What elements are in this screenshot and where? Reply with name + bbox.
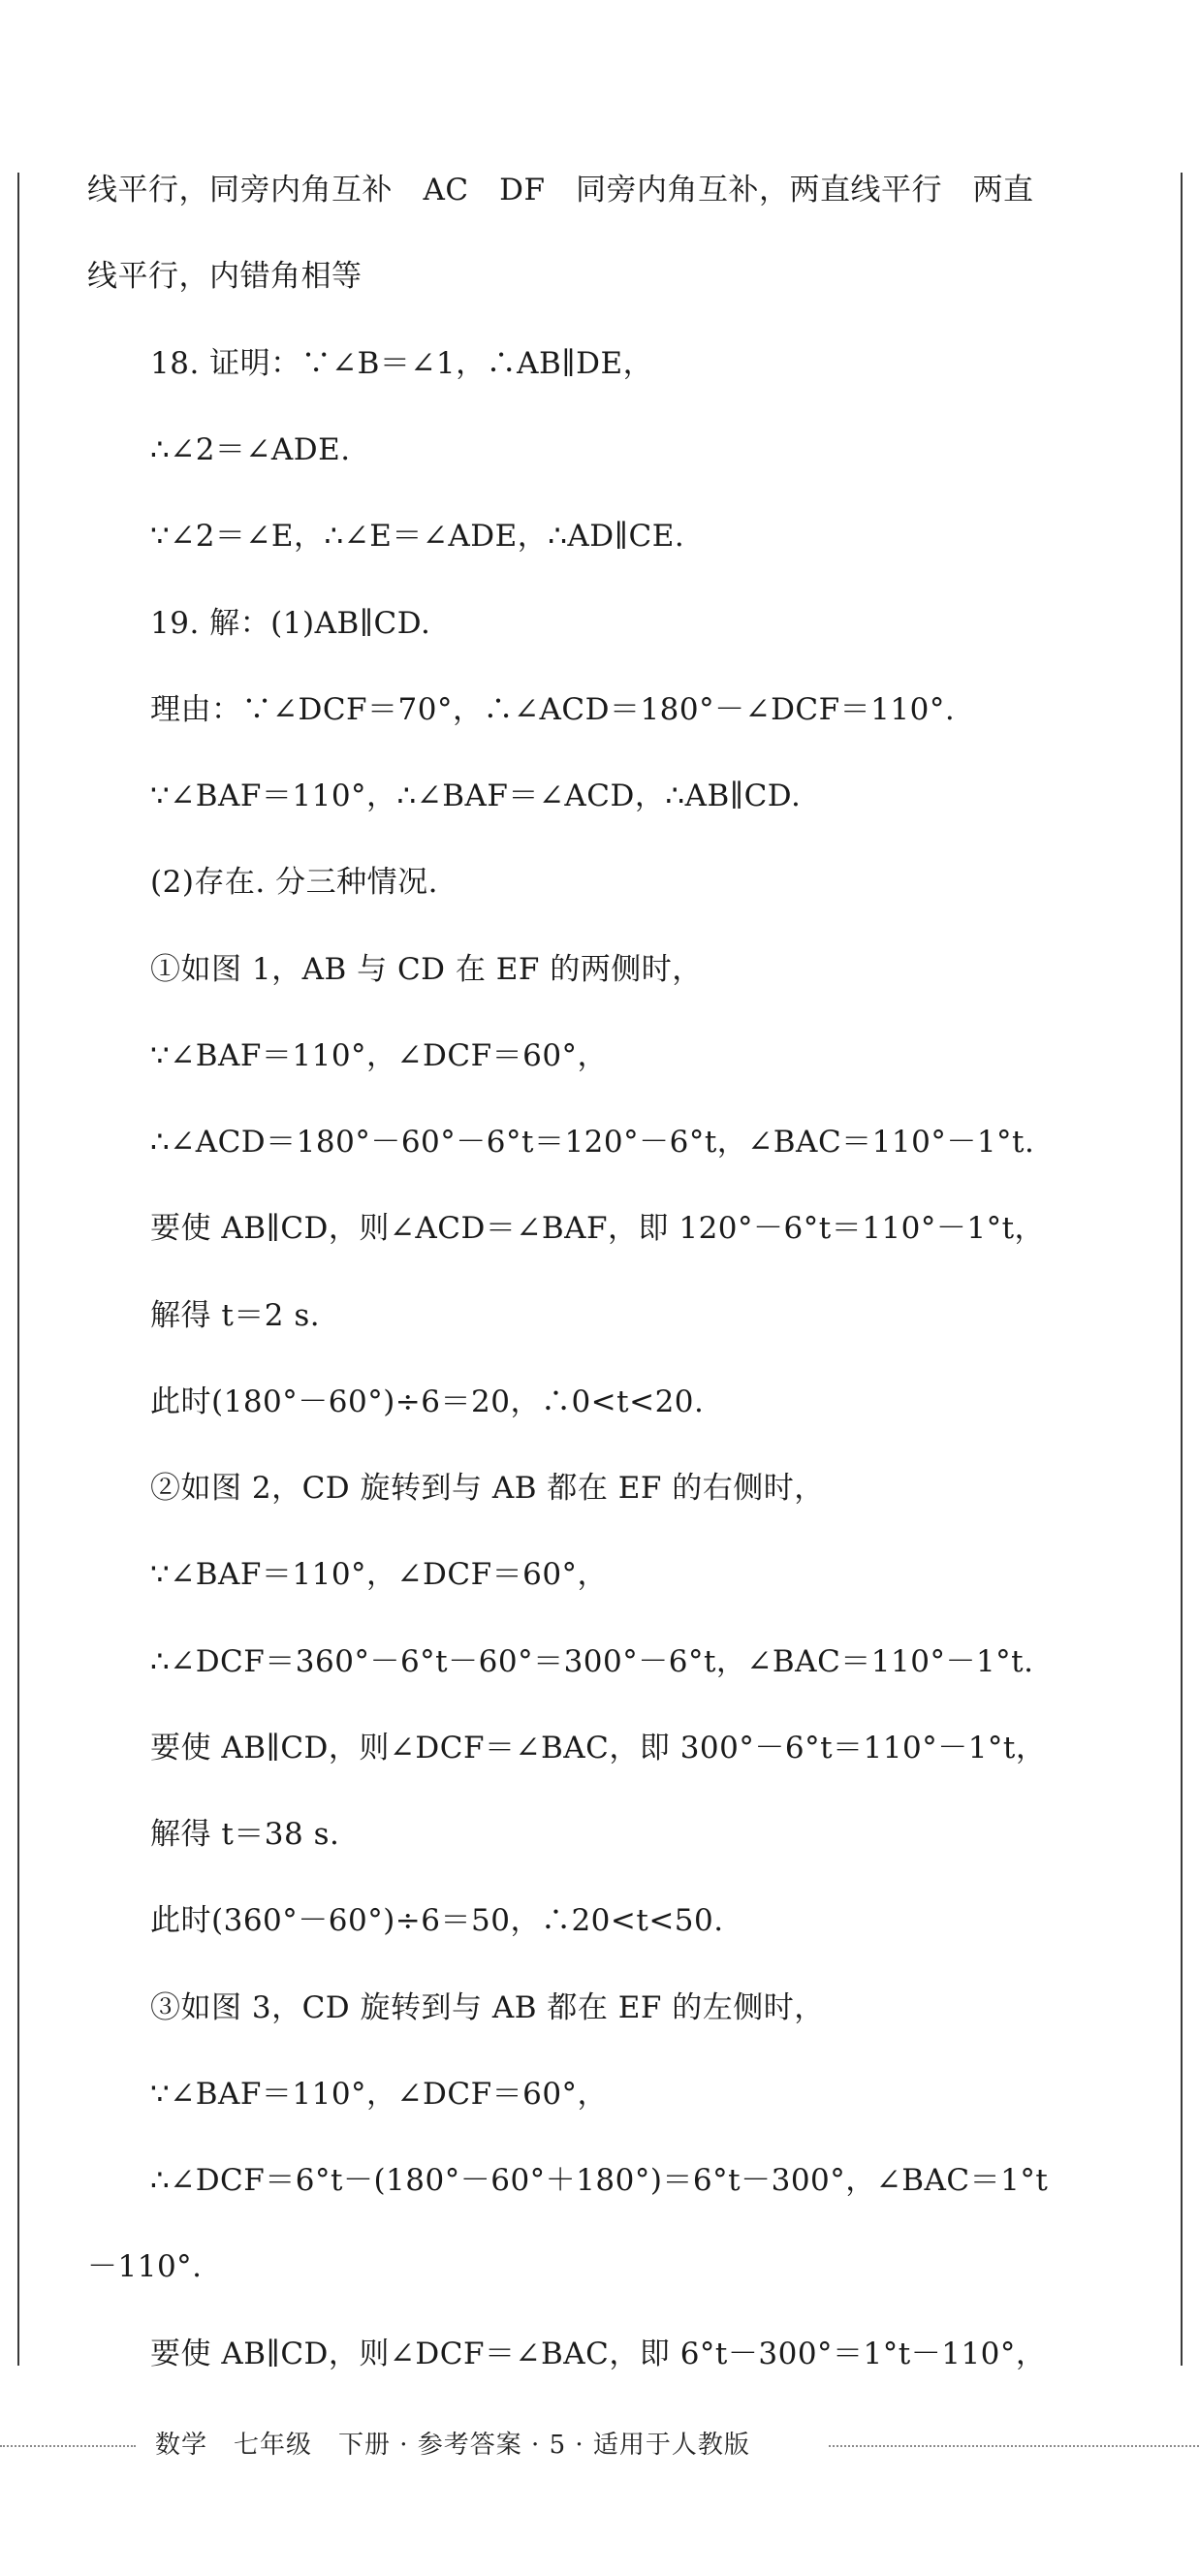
text-line: －110°. <box>87 2249 203 2284</box>
text-line: (2)存在. 分三种情况. <box>150 865 438 900</box>
text-line: ∵∠2＝∠E，∴∠E＝∠ADE，∴AD∥CE. <box>150 519 685 554</box>
right-frame-border <box>1181 173 1183 2366</box>
text-line: ∴∠ACD＝180°－60°－6°t＝120°－6°t，∠BAC＝110°－1°t. <box>150 1125 1035 1160</box>
text-line: 此时(180°－60°)÷6＝20，∴0<t<20. <box>150 1384 705 1419</box>
text-line: ∵∠BAF＝110°，∠DCF＝60°， <box>150 1557 609 1592</box>
text-line: 此时(360°－60°)÷6＝50，∴20<t<50. <box>150 1903 724 1938</box>
text-line: ∴∠DCF＝6°t－(180°－60°＋180°)＝6°t－300°，∠BAC＝1°t <box>150 2163 1049 2198</box>
text-line: ∵∠BAF＝110°，∠DCF＝60°， <box>150 1038 609 1073</box>
text-line: 线平行，内错角相等 <box>87 259 363 294</box>
text-line: 要使 AB∥CD，则∠DCF＝∠BAC，即 6°t－300°＝1°t－110°， <box>150 2337 1047 2371</box>
text-line: 要使 AB∥CD，则∠ACD＝∠BAF，即 120°－6°t＝110°－1°t， <box>150 1211 1046 1246</box>
text-line: ∵∠BAF＝110°，∴∠BAF＝∠ACD，∴AB∥CD. <box>150 779 802 813</box>
left-frame-border <box>17 173 19 2366</box>
text-line: 要使 AB∥CD，则∠DCF＝∠BAC，即 300°－6°t＝110°－1°t， <box>150 1731 1047 1765</box>
text-line: 解得 t＝2 s. <box>150 1298 321 1333</box>
text-line: ∴∠DCF＝360°－6°t－60°＝300°－6°t，∠BAC＝110°－1°t. <box>150 1644 1034 1679</box>
text-line: ①如图 1，AB 与 CD 在 EF 的两侧时， <box>150 952 703 987</box>
text-line: 理由：∵∠DCF＝70°，∴∠ACD＝180°－∠DCF＝110°. <box>150 692 956 727</box>
text-line: 线平行，同旁内角互补 AC DF 同旁内角互补，两直线平行 两直 <box>87 173 1034 207</box>
footer-dotted-rule-right <box>829 2445 1199 2447</box>
text-line: 18. 证明：∵∠B＝∠1，∴AB∥DE， <box>150 346 654 381</box>
text-line: ∴∠2＝∠ADE. <box>150 432 351 467</box>
text-line: ②如图 2，CD 旋转到与 AB 都在 EF 的右侧时， <box>150 1471 825 1506</box>
text-line: 19. 解：(1)AB∥CD. <box>150 606 431 641</box>
text-line: ③如图 3，CD 旋转到与 AB 都在 EF 的左侧时， <box>150 1990 825 2025</box>
footer-dotted-rule-left <box>0 2445 136 2447</box>
text-line: 解得 t＝38 s. <box>150 1817 340 1852</box>
page-footer: 数学 七年级 下册 · 参考答案 · 5 · 适用于人教版 <box>155 2431 750 2460</box>
text-line: ∵∠BAF＝110°，∠DCF＝60°， <box>150 2077 609 2112</box>
